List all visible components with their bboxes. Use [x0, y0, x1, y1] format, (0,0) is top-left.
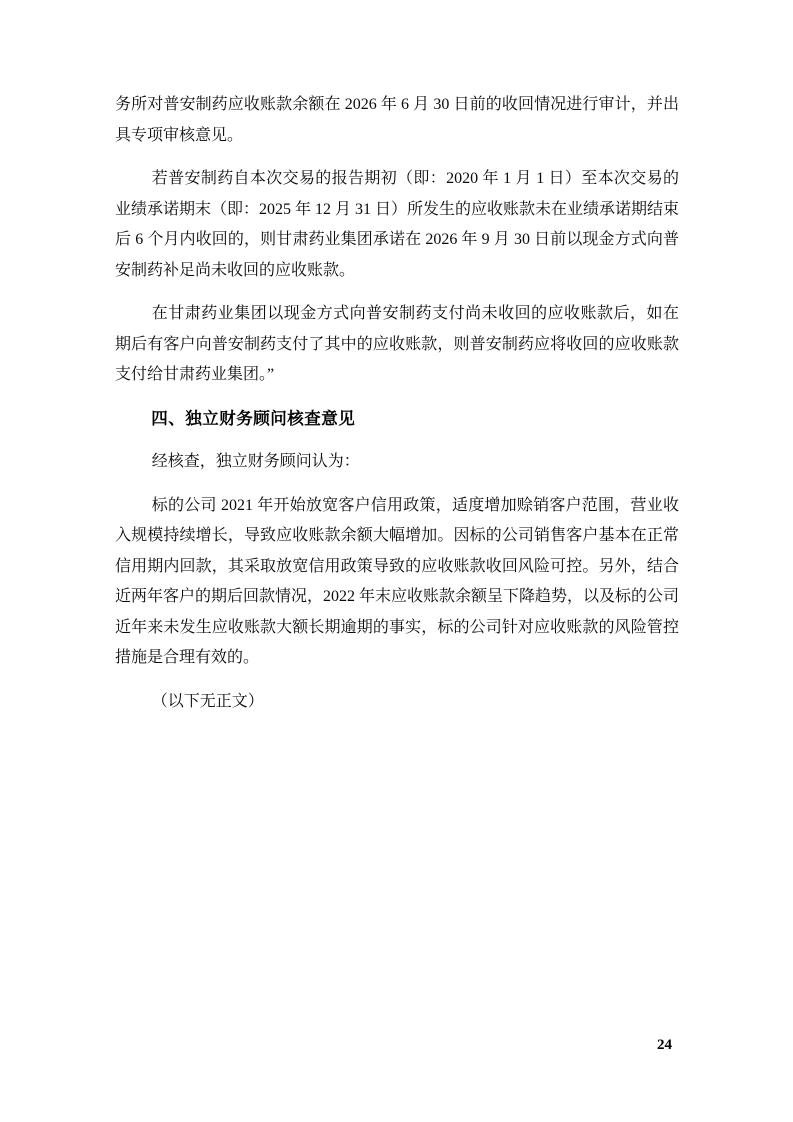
paragraph-no-body-text: （以下无正文） — [151, 692, 264, 710]
paragraph-cash-payment: 在甘肃药业集团以现金方式向普安制药支付尚未收回的应收账款后，如在期后有客户向普安制药支付了其中的应收账款，则普安制药应将收回的应收账款支付给甘肃药业集团。” — [115, 305, 679, 383]
document-body — [115, 90, 679, 730]
section-heading-advisor-verification-opinion: 四、独立财务顾问核查意见 — [151, 409, 356, 428]
paragraph-opinion-body: 标的公司 2021 年开始放宽客户信用政策，适度增加赊销客户范围，营业收入规模持续增长，导致应收账款余额大幅增加。因标的公司销售客户基本在正常信用期内回款，其采取放宽信用政策导致的应收账款收回风险可控。另外，结合近两年客户的期后回款情况，2022 年末应收账款余额呈下降趋势，以及标的公司近年来未发生应收账款大额长期逾期的事实，标的公司针对应收账款的风险管控措施是合理有效的。 — [115, 496, 680, 666]
paragraph-performance-commitment: 若普安制药自本次交易的报告期初（即：2020 年 1 月 1 日）至本次交易的业绩承诺期末（即：2025 年 12 月 31 日）所发生的应收账款未在业绩承诺期结束后 6 个月内收回的，则甘肃药业集团承诺在 2026 年 9 月 30 日前以现金方式向普安制药补足尚未收回的应收账款。 — [115, 170, 680, 279]
page-number: 24 — [657, 1037, 672, 1053]
paragraph-opinion-lead: 经核查，独立财务顾问认为： — [151, 453, 360, 470]
paragraph-audit-review-continuation: 务所对普安制药应收账款余额在 2026 年 6 月 30 日前的收回情况进行审计，并出具专项审核意见。 — [115, 96, 679, 144]
